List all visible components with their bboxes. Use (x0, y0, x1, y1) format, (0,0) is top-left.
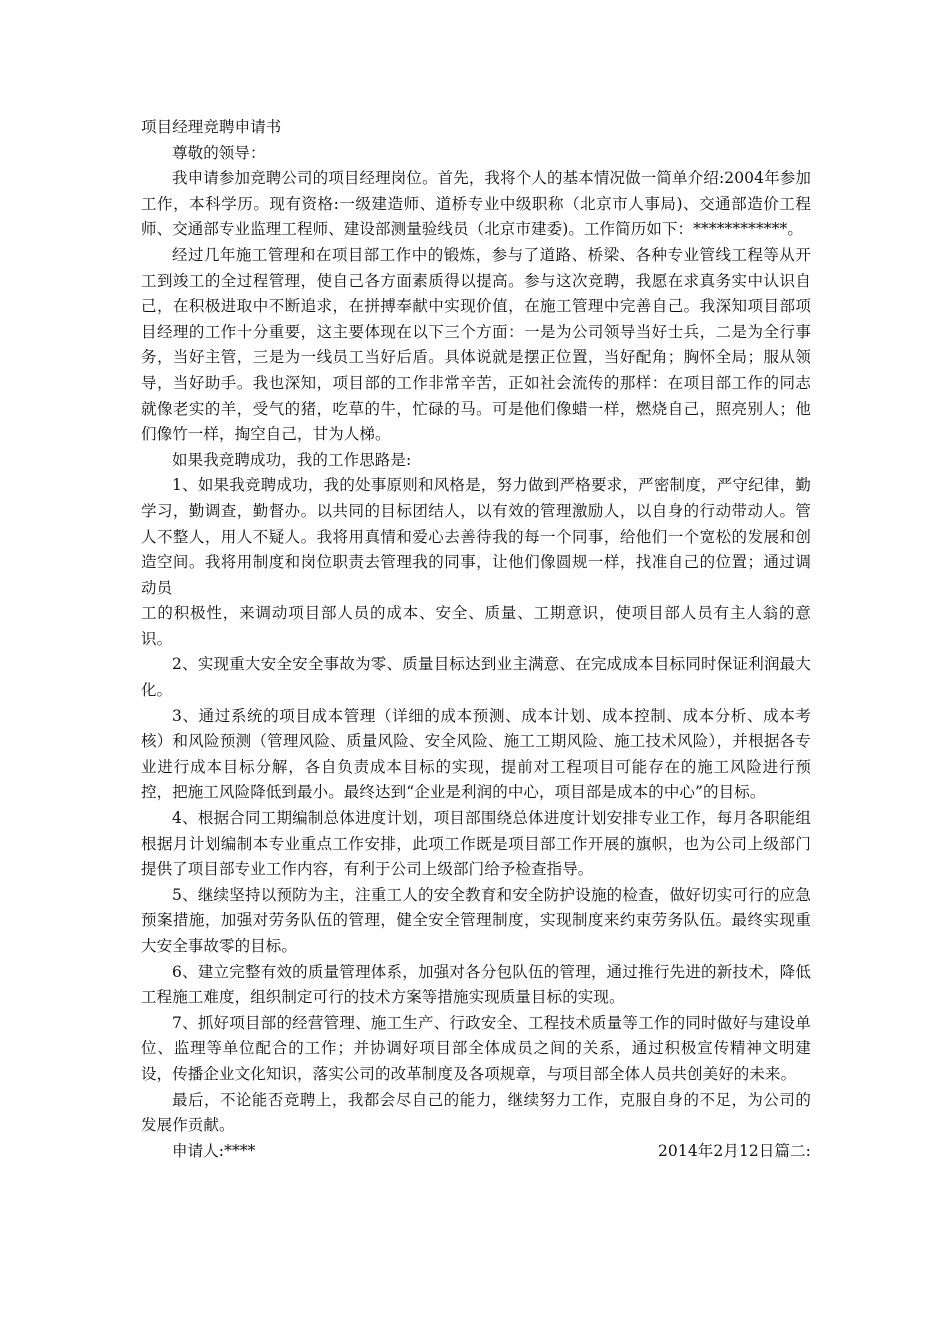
paragraph-item-2: 2、实现重大安全安全事故为零、质量目标达到业主满意、在完成成本目标同时保证利润最大化。 (141, 655, 811, 700)
paragraph-intro: 我申请参加竞聘公司的项目经理岗位。首先，我将个人的基本情况做一简单介绍:2004年参加工作，本科学历。现有资格:一级建造师、道桥专业中级职称（北京市人事局)、交通部造价工程师、交通部专业监理工程师、建设部测量验线员（北京市建委)。工作简历如下：************。 (141, 169, 811, 239)
document-title: 项目经理竞聘申请书 (141, 118, 282, 136)
paragraph-item-4: 4、根据合同工期编制总体进度计划，项目部围绕总体进度计划安排专业工作，每月各职能组根据月计划编制本专业重点工作安排，此项工作既是项目部工作开展的旗帜，也为公司上级部门提供了项目部专业工作内容，有利于公司上级部门给予检查指导。 (141, 809, 811, 879)
paragraph-item-6: 6、建立完整有效的质量管理体系，加强对各分包队伍的管理，通过推行先进的新技术，降低工程施工难度，组织制定可行的技术方案等措施实现质量目标的实现。 (141, 962, 811, 1007)
signature-row (141, 1139, 811, 1165)
applicant-signature: 申请人:**** (172, 1141, 256, 1160)
paragraph-item-5: 5、继续坚持以预防为主，注重工人的安全教育和安全防护设施的检查，做好切实可行的应急预案措施，加强对劳务队伍的管理，健全安全管理制度，实现制度来约束劳务队伍。最终实现重大安全事故零的目标。 (141, 885, 811, 955)
paragraph-experience: 经过几年施工管理和在项目部工作中的锻炼，参与了道路、桥梁、各种专业管线工程等从开工到竣工的全过程管理，使自己各方面素质得以提高。参与这次竞聘，我愿在求真务实中认识自己，在积极进取中不断追求，在拼搏奉献中实现价值，在施工管理中完善自己。我深知项目部项目经理的工作十分重要，这主要体现在以下三个方面：一是为公司领导当好士兵，二是为全行事务，当好主管，三是为一线员工当好后盾。具体说就是摆正位置，当好配角；胸怀全局；服从领导，当好助手。我也深知，项目部的工作非常辛苦，正如社会流传的那样：在项目部工作的同志就像老实的羊，受气的猪，吃草的牛，忙碌的马。可是他们像蜡一样，燃烧自己，照亮别人；他们像竹一样，掏空自己，甘为人梯。 (141, 245, 811, 444)
paragraph-item-1: 1、如果我竞聘成功，我的处事原则和风格是，努力做到严格要求，严密制度，严守纪律，勤学习，勤调查，勤督办。以共同的目标团结人，以有效的管理激励人，以自身的行动带动人。管人不整人，用人不疑人。我将用真情和爱心去善待我的每一个同事，给他们一个宽松的发展和创造空间。我将用制度和岗位职责去管理我的同事，让他们像圆规一样，找准自己的位置；通过调动员 (141, 476, 811, 597)
paragraph-item-1-continued: 工的积极性，来调动项目部人员的成本、安全、质量、工期意识，使项目部人员有主人翁的意识。 (141, 604, 811, 648)
document-body (141, 115, 811, 1164)
paragraph-item-3: 3、通过系统的项目成本管理（详细的成本预测、成本计划、成本控制、成本分析、成本考核）和风险预测（管理风险、质量风险、安全风险、施工工期风险、施工技术风险），并根据各专业进行成本目标分解，各自负责成本目标的实现，提前对工程项目可能存在的施工风险进行预控，把施工风险降低到最小。最终达到“企业是利润的中心，项目部是成本的中心”的目标。 (141, 706, 811, 802)
paragraph-plan-heading: 如果我竞聘成功，我的工作思路是: (172, 450, 412, 469)
signature-date: 2014年2月12日篇二: (657, 1141, 811, 1160)
paragraph-item-7: 7、抓好项目部的经营管理、施工生产、行政安全、工程技术质量等工作的同时做好与建设单位、监理等单位配合的工作；并协调好项目部全体成员之间的关系，通过积极宣传精神文明建设，传播企业文化知识，落实公司的改革制度及各项规章，与项目部全体人员共创美好的未来。 (141, 1013, 811, 1083)
paragraph-closing: 最后，不论能否竞聘上，我都会尽自己的能力，继续努力工作，克服自身的不足，为公司的发展作贡献。 (141, 1090, 811, 1135)
greeting: 尊敬的领导： (172, 143, 266, 162)
